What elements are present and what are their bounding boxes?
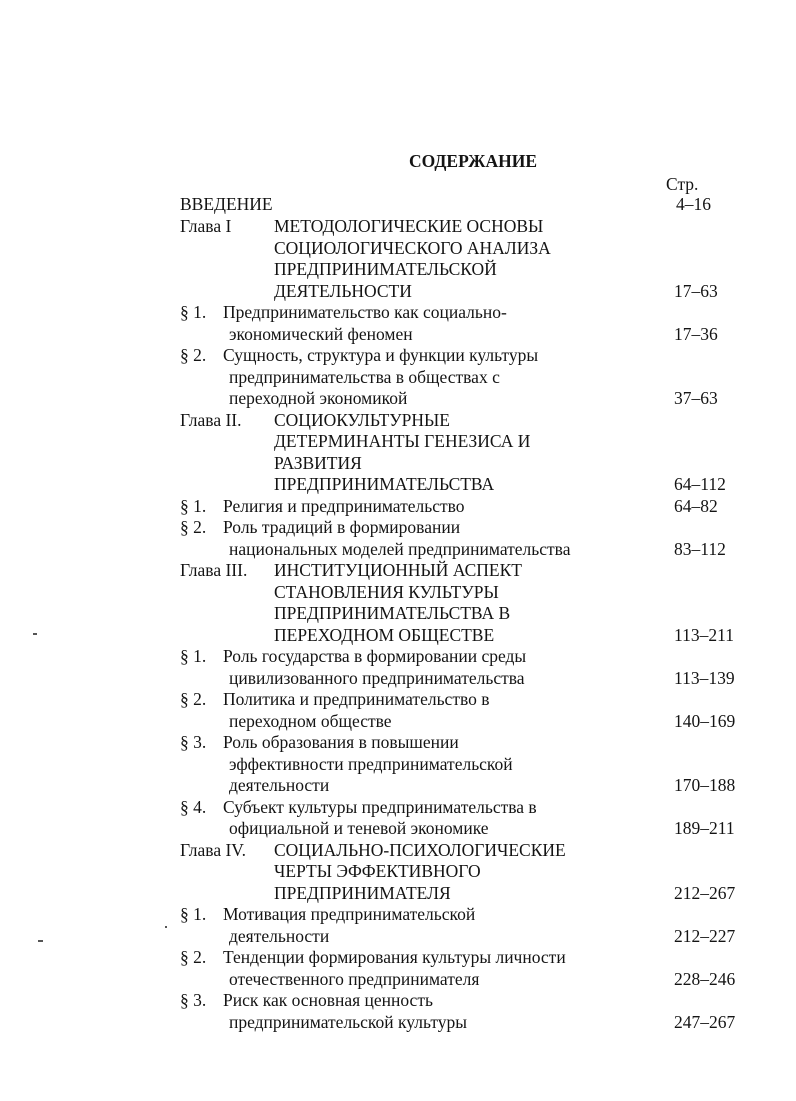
section-title-line: цивилизованного предпринимательства [229,668,525,688]
page-title: СОДЕРЖАНИЕ [409,151,538,171]
section-pages: 64–82 [674,496,718,516]
section-title-line: Мотивация предпринимательской [223,904,476,924]
section-title-line: Субъект культуры предпринимательства в [223,797,537,817]
section-label: § 2. [180,517,207,537]
chapter-title-line: ПЕРЕХОДНОМ ОБЩЕСТВЕ [274,625,495,645]
page-column-header: Стр. [666,174,699,194]
section-title-line: Тенденции формирования культуры личности [223,947,566,967]
section-label: § 2. [180,689,207,709]
section-pages: 228–246 [674,969,736,989]
section-label: § 2. [180,947,207,967]
chapter-pages: 113–211 [674,625,734,645]
section-pages: 113–139 [674,668,735,688]
chapter-title-line: ПРЕДПРИНИМАТЕЛЬСТВА В [274,603,511,623]
chapter-label: Глава I [180,216,232,236]
section-title-line: Предпринимательство как социально- [223,302,507,322]
section-title-line: переходном обществе [229,711,392,731]
chapter-title-line: СОЦИОКУЛЬТУРНЫЕ [274,410,450,430]
chapter-label: Глава II. [180,410,242,430]
section-title-line: отечественного предпринимателя [229,969,480,989]
chapter-title-line: СТАНОВЛЕНИЯ КУЛЬТУРЫ [274,582,499,602]
chapter-title-line: СОЦИОЛОГИЧЕСКОГО АНАЛИЗА [274,238,551,258]
chapter-title-line: МЕТОДОЛОГИЧЕСКИЕ ОСНОВЫ [274,216,544,236]
section-pages: 37–63 [674,388,718,408]
chapter-title-line: ПРЕДПРИНИМАТЕЛЬСТВА [274,474,495,494]
section-title-line: Риск как основная ценность [223,990,433,1010]
scan-speck [38,940,43,942]
section-title-line: Религия и предпринимательство [223,496,465,516]
section-label: § 1. [180,496,207,516]
chapter-title-line: РАЗВИТИЯ [274,453,362,473]
section-title-line: предпринимательства в обществах с [229,367,500,387]
section-title-line: деятельности [229,775,330,795]
scan-speck [165,926,167,928]
introduction-pages: 4–16 [676,194,711,214]
section-label: § 1. [180,904,207,924]
section-title-line: Роль государства в формировании среды [223,646,527,666]
section-title-line: Роль образования в повышении [223,732,459,752]
chapter-title-line: ПРЕДПРИНИМАТЕЛЬСКОЙ [274,259,497,279]
chapter-title-line: ИНСТИТУЦИОННЫЙ АСПЕКТ [274,560,522,580]
section-label: § 1. [180,302,207,322]
section-pages: 140–169 [674,711,736,731]
introduction-label: ВВЕДЕНИЕ [180,194,273,214]
chapter-label: Глава III. [180,560,248,580]
section-title-line: экономический феномен [229,324,413,344]
section-label: § 1. [180,646,207,666]
chapter-label: Глава IV. [180,840,247,860]
section-label: § 3. [180,990,207,1010]
section-title-line: официальной и теневой экономике [229,818,489,838]
chapter-title-line: ДЕТЕРМИНАНТЫ ГЕНЕЗИСА И [274,431,531,451]
section-title-line: деятельности [229,926,330,946]
section-label: § 4. [180,797,207,817]
chapter-title-line: ДЕЯТЕЛЬНОСТИ [274,281,412,301]
section-pages: 189–211 [674,818,735,838]
chapter-pages: 212–267 [674,883,736,903]
section-title-line: национальных моделей предпринимательства [229,539,571,559]
section-pages: 83–112 [674,539,726,559]
section-label: § 2. [180,345,207,365]
chapter-title-line: ЧЕРТЫ ЭФФЕКТИВНОГО [274,861,481,881]
section-pages: 17–36 [674,324,718,344]
section-title-line: Сущность, структура и функции культуры [223,345,539,365]
chapter-pages: 64–112 [674,474,726,494]
section-title-line: Роль традиций в формировании [223,517,461,537]
chapter-title-line: ПРЕДПРИНИМАТЕЛЯ [274,883,451,903]
chapter-pages: 17–63 [674,281,718,301]
section-pages: 170–188 [674,775,736,795]
section-title-line: эффективности предпринимательской [229,754,513,774]
section-title-line: Политика и предпринимательство в [223,689,490,709]
section-title-line: переходной экономикой [229,388,408,408]
scan-speck [33,633,37,635]
section-pages: 247–267 [674,1012,736,1032]
section-title-line: предпринимательской культуры [229,1012,467,1032]
section-pages: 212–227 [674,926,736,946]
section-label: § 3. [180,732,207,752]
chapter-title-line: СОЦИАЛЬНО-ПСИХОЛОГИЧЕСКИЕ [274,840,566,860]
